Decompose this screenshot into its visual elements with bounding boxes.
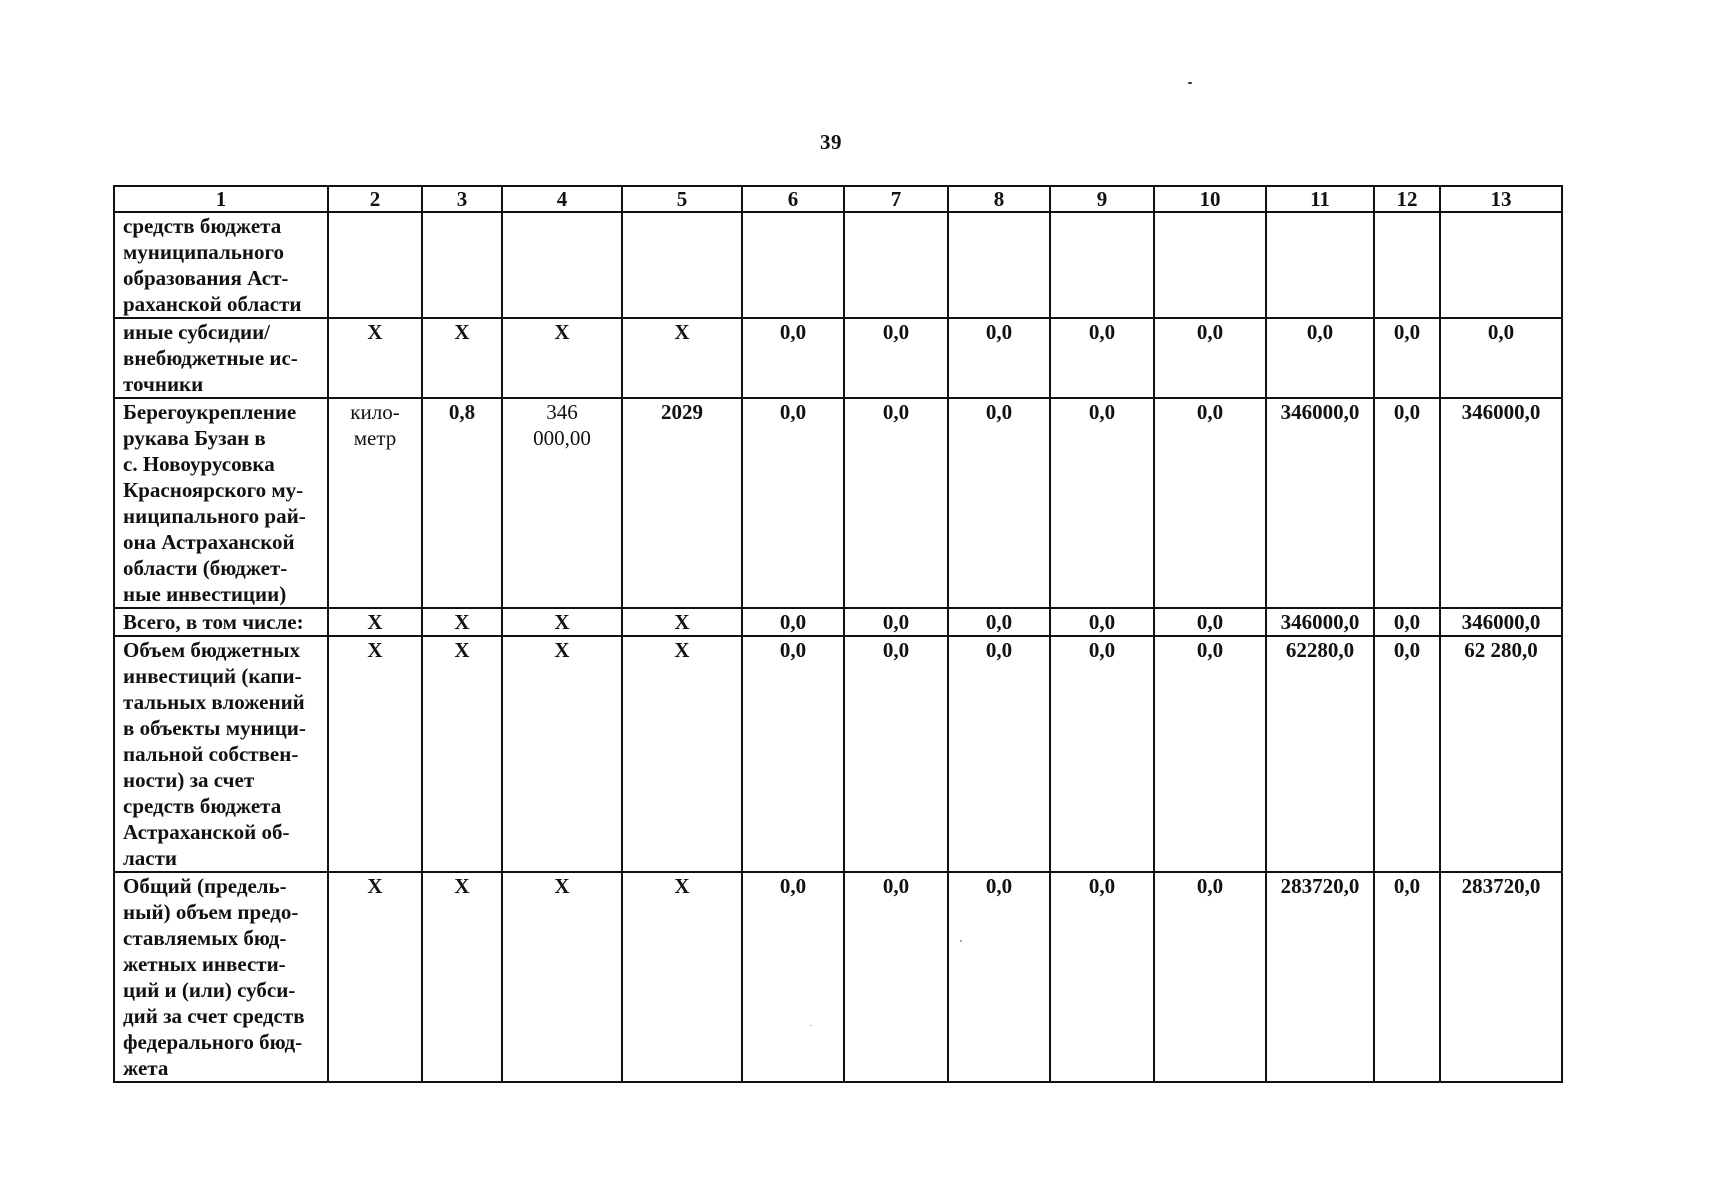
table-cell: 0,0: [1374, 318, 1440, 398]
row-label: Берегоукрепление рукава Бузан в с. Новоурусовка Красноярского му- ниципального рай- она Астраханской области (бюджет- ные инвестиции): [114, 398, 328, 608]
column-header: 7: [844, 186, 948, 212]
table-cell: Х: [328, 318, 422, 398]
table-cell: 2029: [622, 398, 742, 608]
table-cell: 0,0: [948, 318, 1050, 398]
column-header: 4: [502, 186, 622, 212]
table-cell: [742, 212, 844, 318]
table-cell: Х: [422, 636, 502, 872]
table-cell: Х: [328, 872, 422, 1082]
row-label: Всего, в том числе:: [114, 608, 328, 636]
table-cell: 0,0: [844, 872, 948, 1082]
table-cell: 0,0: [948, 398, 1050, 608]
table-cell: 0,0: [1374, 608, 1440, 636]
table-cell: [622, 212, 742, 318]
table-cell: 0,0: [1440, 318, 1562, 398]
column-header: 10: [1154, 186, 1266, 212]
table-cell: 0,0: [948, 872, 1050, 1082]
table-cell: 0,0: [742, 608, 844, 636]
column-header: 3: [422, 186, 502, 212]
table-cell: 0,0: [1050, 398, 1154, 608]
table-row: [114, 608, 1562, 636]
column-header: 8: [948, 186, 1050, 212]
table-cell: [1374, 212, 1440, 318]
budget-table: [113, 185, 1563, 1083]
table-cell: Х: [328, 636, 422, 872]
table-cell: [502, 212, 622, 318]
table-cell: 0,8: [422, 398, 502, 608]
table-cell: 346000,0: [1440, 398, 1562, 608]
table-cell: [422, 212, 502, 318]
table-cell: [1440, 212, 1562, 318]
column-header: 2: [328, 186, 422, 212]
column-header: 13: [1440, 186, 1562, 212]
row-label: Общий (предель- ный) объем предо- ставляемых бюд- жетных инвести- ций и (или) субси- дий за счет средств федерального бюд- жета: [114, 872, 328, 1082]
table-cell: 0,0: [1154, 318, 1266, 398]
table-cell: 62280,0: [1266, 636, 1374, 872]
table-cell: Х: [622, 636, 742, 872]
table-cell: 0,0: [1050, 872, 1154, 1082]
table-cell: 0,0: [1154, 608, 1266, 636]
table-cell: Х: [422, 872, 502, 1082]
table-cell: 0,0: [1050, 636, 1154, 872]
table-cell: [844, 212, 948, 318]
table-cell: 0,0: [1374, 398, 1440, 608]
table-row: [114, 398, 1562, 608]
table-cell: [1266, 212, 1374, 318]
table-cell: Х: [622, 872, 742, 1082]
table-cell: 0,0: [844, 398, 948, 608]
table-cell: 0,0: [1154, 872, 1266, 1082]
table-cell: 0,0: [844, 318, 948, 398]
table-cell: Х: [622, 318, 742, 398]
column-header: 1: [114, 186, 328, 212]
column-header: 12: [1374, 186, 1440, 212]
table-cell: Х: [502, 636, 622, 872]
table-cell: Х: [622, 608, 742, 636]
table-cell: 346000,0: [1266, 398, 1374, 608]
table-cell: 0,0: [948, 608, 1050, 636]
table-row: [114, 318, 1562, 398]
row-label: иные субсидии/ внебюджетные ис- точники: [114, 318, 328, 398]
table-row: [114, 872, 1562, 1082]
row-label: средств бюджета муниципального образования Аст- раханской области: [114, 212, 328, 318]
table-cell: 0,0: [1154, 398, 1266, 608]
table-cell: 0,0: [742, 398, 844, 608]
table-cell: 346000,0: [1266, 608, 1374, 636]
row-label: Объем бюджетных инвестиций (капи- тальных вложений в объекты муници- пальной собствен- ности) за счет средств бюджета Астраханской об- ласти: [114, 636, 328, 872]
table-cell: 283720,0: [1266, 872, 1374, 1082]
table-row: [114, 212, 1562, 318]
table-header-row: [114, 186, 1562, 212]
table-cell: 0,0: [1050, 608, 1154, 636]
table-cell: Х: [422, 318, 502, 398]
table-cell: 0,0: [844, 636, 948, 872]
table-cell: 0,0: [1266, 318, 1374, 398]
table-cell: Х: [502, 872, 622, 1082]
table-cell: 62 280,0: [1440, 636, 1562, 872]
scan-speck: [1188, 82, 1192, 84]
page-number: 39: [820, 130, 842, 154]
table-cell: 0,0: [742, 872, 844, 1082]
column-header: 9: [1050, 186, 1154, 212]
table-cell: [948, 212, 1050, 318]
table-cell: 0,0: [948, 636, 1050, 872]
column-header: 6: [742, 186, 844, 212]
table-cell: Х: [422, 608, 502, 636]
table-cell: Х: [502, 318, 622, 398]
table-cell: 0,0: [742, 636, 844, 872]
unit-cell: кило- метр: [328, 398, 422, 608]
table-cell: 0,0: [1374, 872, 1440, 1082]
table-cell: 283720,0: [1440, 872, 1562, 1082]
table-row: [114, 636, 1562, 872]
table-cell: 0,0: [1050, 318, 1154, 398]
table-cell: [1154, 212, 1266, 318]
table-cell: [1050, 212, 1154, 318]
column-header: 5: [622, 186, 742, 212]
table-cell: 346 000,00: [502, 398, 622, 608]
table-cell: 0,0: [742, 318, 844, 398]
column-header: 11: [1266, 186, 1374, 212]
table-cell: 346000,0: [1440, 608, 1562, 636]
table-cell: Х: [502, 608, 622, 636]
table-cell: [328, 212, 422, 318]
table-cell: 0,0: [844, 608, 948, 636]
table-cell: Х: [328, 608, 422, 636]
table-cell: 0,0: [1374, 636, 1440, 872]
table-cell: 0,0: [1154, 636, 1266, 872]
